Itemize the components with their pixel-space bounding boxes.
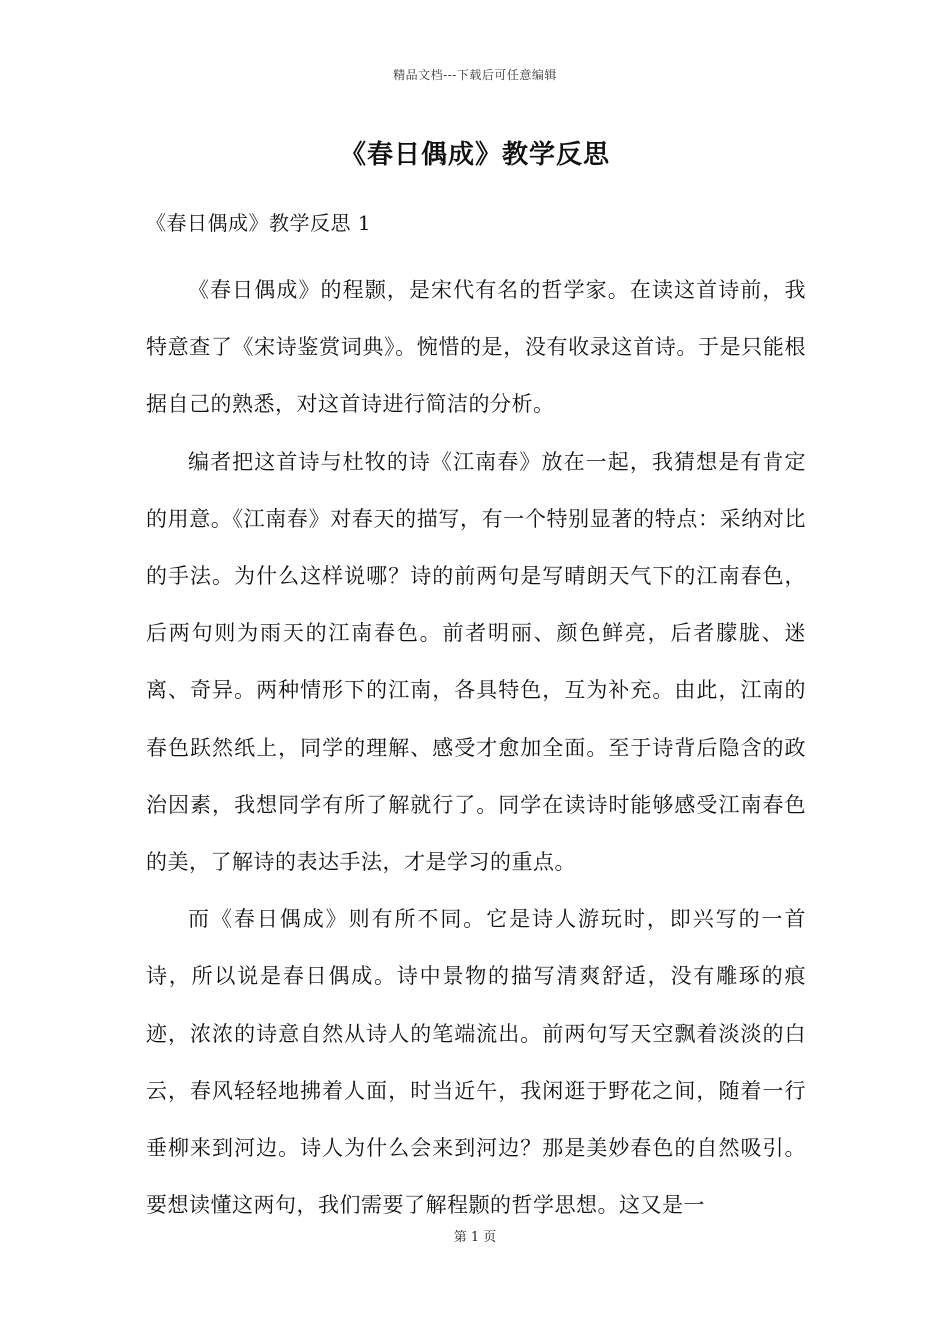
- section-heading: 《春日偶成》教学反思 1: [146, 211, 372, 235]
- paragraph: 《春日偶成》的程颢，是宋代有名的哲学家。在读这首诗前，我特意查了《宋诗鉴赏词典》。惋惜的是，没有收录这首诗。于是只能根据自己的熟悉，对这首诗进行简洁的分析。: [146, 278, 806, 417]
- paragraph: 而《春日偶成》则有所不同。它是诗人游玩时，即兴写的一首诗，所以说是春日偶成。诗中景物的描写清爽舒适，没有雕琢的痕迹，浓浓的诗意自然从诗人的笔端流出。前两句写天空飘着淡淡的白云，春风轻轻地拂着人面，时当近午，我闲逛于野花之间，随着一行垂柳来到河边。诗人为什么会来到河边？那是美妙春色的自然吸引。要想读懂这两句，我们需要了解程颢的哲学思想。这又是一: [146, 907, 806, 1218]
- body-text: [146, 262, 806, 1234]
- header-note: 精品文档---下载后可任意编辑: [393, 68, 557, 82]
- document-title: 《春日偶成》教学反思: [339, 140, 610, 170]
- page-number: 第 1 页: [453, 1230, 497, 1245]
- paragraph: 编者把这首诗与杜牧的诗《江南春》放在一起，我猜想是有肯定的用意。《江南春》对春天的描写，有一个特别显著的特点：采纳对比的手法。为什么这样说哪？诗的前两句是写晴朗天气下的江南春色，后两句则为雨天的江南春色。前者明丽、颜色鲜亮，后者朦胧、迷离、奇异。两种情形下的江南，各具特色，互为补充。由此，江南的春色跃然纸上，同学的理解、感受才愈加全面。至于诗背后隐含的政治因素，我想同学有所了解就行了。同学在读诗时能够感受江南春色的美，了解诗的表达手法，才是学习的重点。: [146, 449, 806, 875]
